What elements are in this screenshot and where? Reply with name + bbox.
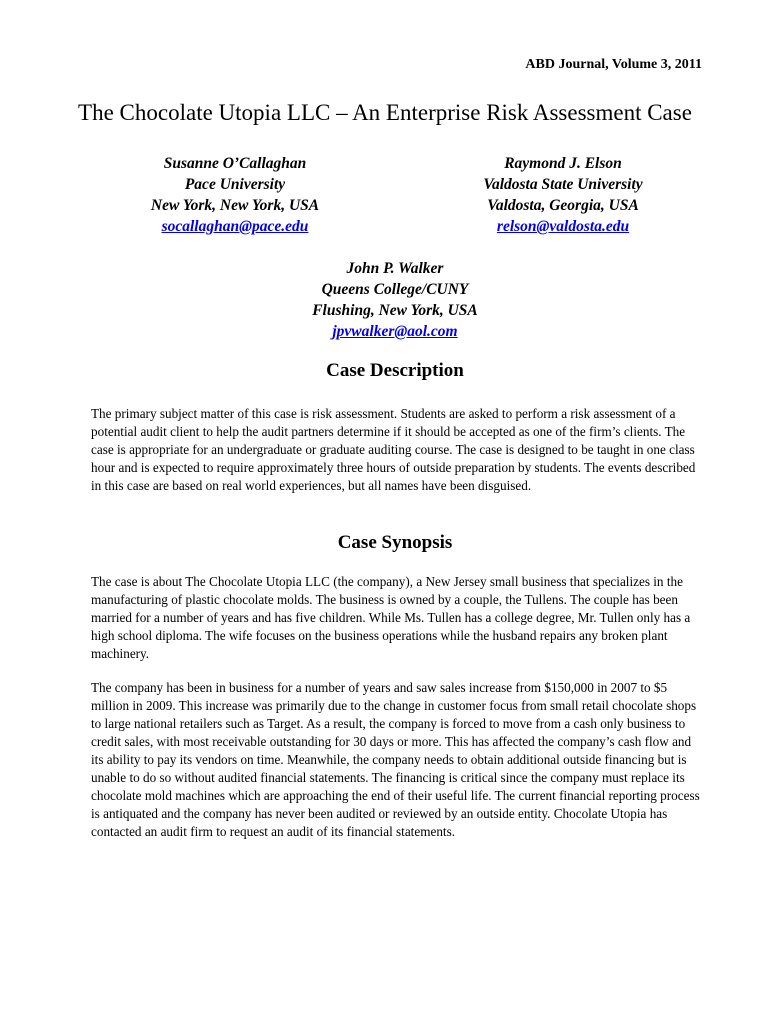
paragraph: The company has been in business for a number of years and saw sales increase from $150,000 in 2007 to $5 million in 2009. This increase was primarily due to the change in customer focus from small retail chocolate shops to large national retailers such as Target. As a result, the company is forced to move from a cash only business to credit sales, with most receivable outstanding for 30 days or more. This has affected the company’s cash flow and its ability to pay its vendors on time. Meanwhile, the company needs to obtain additional outside financing but is unable to do so without audited financial statements. The financing is critical since the company must replace its chocolate mold machines which are approaching the end of their useful life. The current financial reporting process is antiquated and the company has never been audited or reviewed by an outside entity. Chocolate Utopia has contacted an audit firm to request an audit of its financial statements. — [91, 680, 700, 839]
paragraph: The primary subject matter of this case is risk assessment. Students are asked to perform a risk assessment of a potential audit client to help the audit partners determine if it should be accepted as one of the firm’s clients. The case is appropriate for an undergraduate or graduate auditing course. The case is designed to be taught in one class hour and is expected to require approximately three hours of outside preparation by students. The events described in this case are based on real world experiences, but all names have been disguised. — [91, 406, 696, 493]
author-location: Valdosta, Georgia, USA — [487, 197, 639, 214]
author-affiliation: Queens College/CUNY — [321, 281, 469, 298]
author-location: New York, New York, USA — [150, 197, 320, 214]
section-heading-case-synopsis: Case Synopsis — [337, 532, 453, 553]
paragraph: The case is about The Chocolate Utopia LLC (the company), a New Jersey small business that specializes in the manufacturing of plastic chocolate molds. The business is owned by a couple, the Tullens. The couple has been married for a number of years and has five children. While Ms. Tullen has a college degree, Mr. Tullen only has a high school diploma. The wife focuses on the business operations while the husband repairs any broken plant machinery. — [91, 574, 691, 661]
paper-title: The Chocolate Utopia LLC – An Enterprise Risk Assessment Case — [78, 100, 692, 125]
author-email-link[interactable]: jpvwalker@aol.com — [332, 323, 458, 340]
author-name: Raymond J. Elson — [504, 155, 622, 172]
journal-header: ABD Journal, Volume 3, 2011 — [525, 57, 702, 72]
author-email-link[interactable]: socallaghan@pace.edu — [161, 218, 309, 235]
author-name: Susanne O’Callaghan — [163, 155, 307, 172]
author-block-1 — [110, 153, 360, 237]
author-email-link[interactable]: relson@valdosta.edu — [496, 218, 630, 235]
author-location: Flushing, New York, USA — [312, 302, 478, 319]
author-affiliation: Valdosta State University — [483, 176, 643, 193]
section-heading-case-description: Case Description — [326, 360, 464, 381]
author-affiliation: Pace University — [184, 176, 286, 193]
author-block-3 — [250, 258, 540, 342]
author-block-2 — [438, 153, 688, 237]
author-name: John P. Walker — [346, 260, 444, 277]
